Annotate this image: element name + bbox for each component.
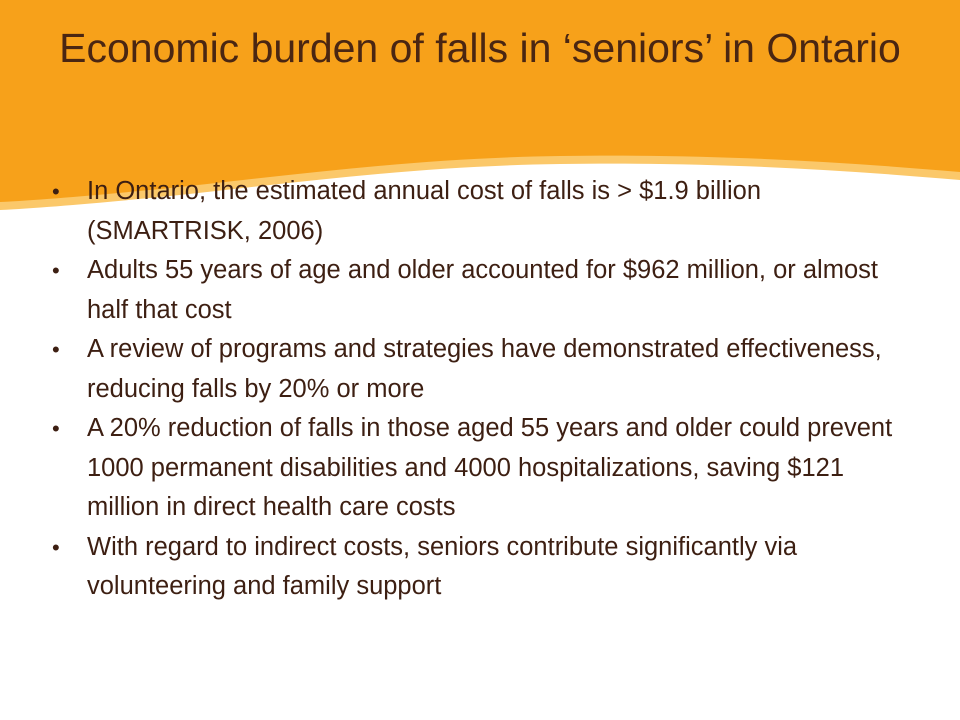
bullet-icon: •	[52, 337, 60, 362]
bullet-icon: •	[52, 534, 60, 560]
slide-title: Economic burden of falls in ‘seniors’ in Ontario	[59, 25, 901, 71]
bullet-item	[50, 172, 910, 251]
bullet-icon: •	[52, 416, 60, 441]
bullet-item	[50, 528, 910, 607]
bullet-text: A review of programs and strategies have demonstrated effectiveness, reducing falls by 20% or more	[87, 335, 882, 403]
bullet-list	[50, 172, 910, 607]
bullet-text: With regard to indirect costs, seniors contribute significantly via volunteering and family support	[87, 532, 798, 600]
bullet-item	[50, 330, 910, 409]
bullet-icon: •	[52, 258, 60, 283]
bullet-text: A 20% reduction of falls in those aged 55 years and older could prevent 1000 permanent disabilities and 4000 hospitalizations, saving $121 million in direct health care costs	[87, 414, 893, 521]
bullet-icon: •	[52, 179, 60, 204]
bullet-text: In Ontario, the estimated annual cost of falls is > $1.9 billion (SMARTRISK, 2006)	[87, 177, 762, 245]
bullet-item	[50, 251, 910, 330]
bullet-item	[50, 409, 910, 528]
bullet-text: Adults 55 years of age and older accounted for $962 million, or almost half that cost	[87, 256, 878, 324]
